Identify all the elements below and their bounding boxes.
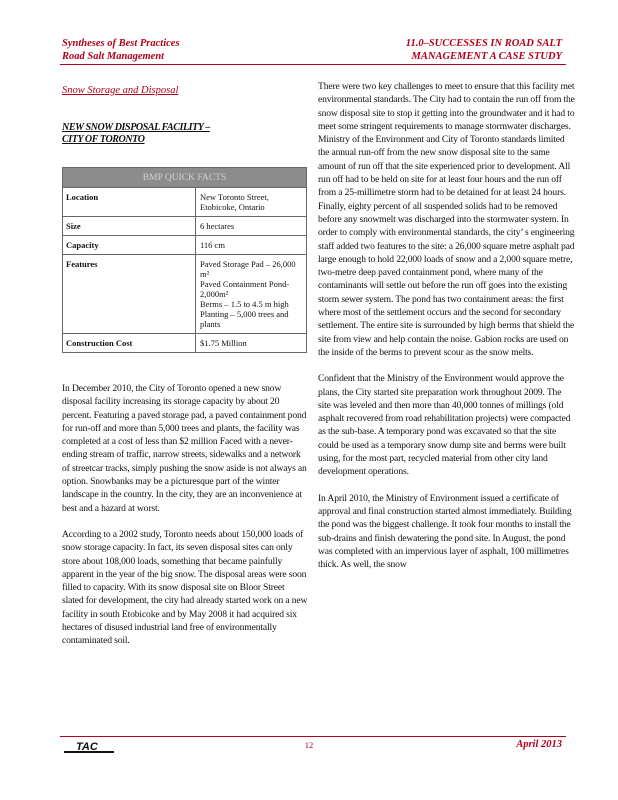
header-right-line1: 11.0–SUCCESSES IN ROAD SALT [405, 38, 562, 49]
header-right [406, 37, 562, 63]
header-left [62, 37, 180, 63]
facts-row-label: Features [63, 255, 196, 333]
facts-table-row [63, 236, 306, 255]
facts-row-label: Size [63, 217, 196, 235]
facts-value-line: Berms – 1.5 to 4.5 m high [200, 299, 289, 309]
facts-table-row [63, 334, 306, 352]
case-study-heading [62, 122, 308, 146]
facts-value-line: $1.75 Million [200, 338, 247, 348]
facts-row-label: Construction Cost [63, 334, 196, 352]
header-left-line1: Syntheses of Best Practices [62, 38, 180, 49]
bmp-quick-facts-table [62, 167, 307, 353]
facts-table-body [63, 188, 306, 352]
body-paragraph: Confident that the Ministry of the Environment would approve the plans, the City started site preparation work throughout 2009. The site was leveled and then more than 40,000 tonnes of millings (old asphalt recovered from road rehabilitation projects) were compacted as the sub-base. A temporary pond was excavated so that the site could be used as a temporary snow dump site and berms were built using, for the most part, recycled material from other city land development operations. [318, 373, 571, 478]
facts-row-value [196, 334, 306, 352]
facts-table-row [63, 255, 306, 334]
tac-logo-text: TAC [76, 741, 98, 753]
facts-value-line: Paved Storage Pad – 26,000 m² [200, 259, 296, 279]
facts-value-line: New Toronto Street, [200, 192, 269, 202]
header-left-line2: Road Salt Management [62, 51, 165, 62]
facts-row-value [196, 217, 306, 235]
header-right-line2: MANAGEMENT A CASE STUDY [411, 51, 562, 62]
facts-row-value [196, 236, 306, 254]
right-column [318, 80, 576, 584]
body-paragraph: In December 2010, the City of Toronto opened a new snow disposal facility increasing its storage capacity by about 20 percent. Featuring a paved storage pad, a paved containment pond for run-off and more than 5,000 trees and plants, the facility was completed at a cost of less than $2 million Faced with a never-ending stream of traffic, narrow streets, sidewalks and a network of streetcar tracks, simply pushing the snow aside is not always an option. Snowbanks may be a picturesque part of the winter landscape in the country. In the city, they are an inconvenience at best and a hazard at worst. [62, 383, 307, 514]
page-number: 12 [304, 740, 314, 750]
facts-table-row [63, 217, 306, 236]
facts-value-line: Paved Containment Pond- 2,000m² [200, 279, 290, 299]
facts-value-line: Planting – 5,000 trees and plants [200, 309, 289, 329]
facts-table-title: BMP QUICK FACTS [63, 168, 306, 188]
facts-row-value [196, 255, 306, 333]
facts-value-line: Etobicoke, Ontario [200, 202, 265, 212]
body-paragraph: According to a 2002 study, Toronto needs about 150,000 loads of snow storage capacity. In fact, its seven disposal sites can only store about 108,000 loads, something that became painfully apparent in the year of the big snow. The disposal areas were soon filled to capacity. With its snow disposal site on Bloor Street slated for development, the city had already started work on a new facility in south Etobicoke and by May 2008 it had acquired six hectares of disused industrial land free of environmentally contaminated soil. [62, 528, 308, 647]
footer-date: April 2013 [516, 739, 562, 750]
facts-table-row [63, 188, 306, 217]
facts-row-label: Capacity [63, 236, 196, 254]
section-title: Snow Storage and Disposal [62, 85, 179, 96]
right-body-text [318, 80, 576, 571]
footer-divider [60, 736, 566, 737]
case-heading-line1: NEW SNOW DISPOSAL FACILITY – [62, 122, 210, 133]
facts-value-line: 116 cm [200, 240, 225, 250]
body-paragraph: In April 2010, the Ministry of Environment issued a certificate of approval and final construction started almost immediately. Building the pond was the biggest challenge. It took four months to install the sub-drains and finish dewatering the pond site. In August, the pond was completed with an impervious layer of asphalt, 100 millimetres thick. As well, the snow [318, 492, 572, 571]
facts-row-value [196, 188, 306, 216]
header-divider [60, 64, 566, 65]
facts-value-line: 6 hectares [200, 221, 235, 231]
left-body-text [62, 382, 308, 648]
case-heading-line2: CITY OF TORONTO [62, 134, 145, 145]
body-paragraph: There were two key challenges to meet to ensure that this facility met environmental standards. The City had to contain the run off from the snow disposal site to stop it getting into the groundwater and it had to meet some stringent requirements to manage stormwater discharges. Ministry of the Environment and City of Toronto standards limited the annual run-off from the new snow disposal site to the same amount of run off that the site experienced prior to development. All run off had to be held on site for at least four hours and the run off from a 25-millimetre storm had to be detained for at least 24 hours. Finally, eighty percent of all suspended solids had to be removed before any snowmelt was discharged into the stormwater system. In order to comply with environmental standards, the city’ s engineering staff added two features to the site: a 26,000 square metre asphalt pad large enough to hold 22,000 loads of snow and a 2,000 square metre, two-metre deep paved containment pond, where many of the contaminants will settle out before the run off goes into the existing storm sewer system. The pond has two containment areas: the first where most of the settlement occurs and the second for secondary settlement. The entire site is surrounded by high berms that shield the site from view and help contain the noise. Gabion rocks are used on the inside of the berms to prevent scour as the snow melts. [318, 81, 575, 358]
facts-row-label: Location [63, 188, 196, 216]
left-column [62, 84, 308, 661]
